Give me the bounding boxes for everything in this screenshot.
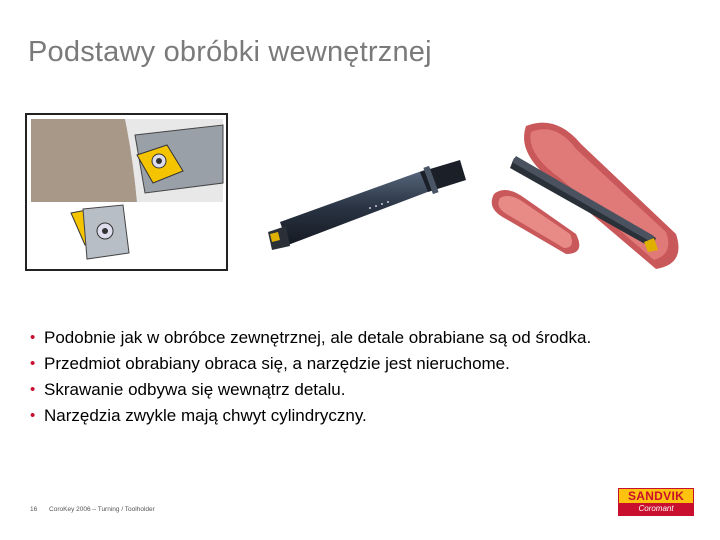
boring-bar-tool-icon	[260, 150, 475, 265]
footer	[30, 506, 155, 513]
bullet-icon: •	[30, 355, 36, 372]
list-item: • Skrawanie odbywa się wewnątrz detalu.	[30, 378, 670, 402]
bullet-icon: •	[30, 407, 36, 424]
boring-bar-cutaway-icon	[486, 114, 686, 274]
logo-brand: SANDVIK	[619, 489, 693, 503]
logo-sub: Coromant	[619, 503, 693, 515]
list-item: • Przedmiot obrabiany obraca się, a narzędzie jest nieruchome.	[30, 352, 670, 376]
slide-title: Podstawy obróbki wewnętrznej	[28, 36, 432, 68]
list-item: • Narzędzia zwykle mają chwyt cylindryczny.	[30, 404, 670, 428]
page-number: 16	[30, 506, 38, 513]
list-item: • Podobnie jak w obróbce zewnętrznej, ale detale obrabiane są od środka.	[30, 326, 670, 350]
footer-text: CoroKey 2006 – Turning / Toolholder	[49, 506, 155, 513]
internal-turning-diagram-icon	[25, 113, 228, 271]
bullet-icon: •	[30, 329, 36, 346]
bullet-icon: •	[30, 381, 36, 398]
bullet-list	[30, 326, 670, 430]
sandvik-logo	[618, 488, 694, 516]
